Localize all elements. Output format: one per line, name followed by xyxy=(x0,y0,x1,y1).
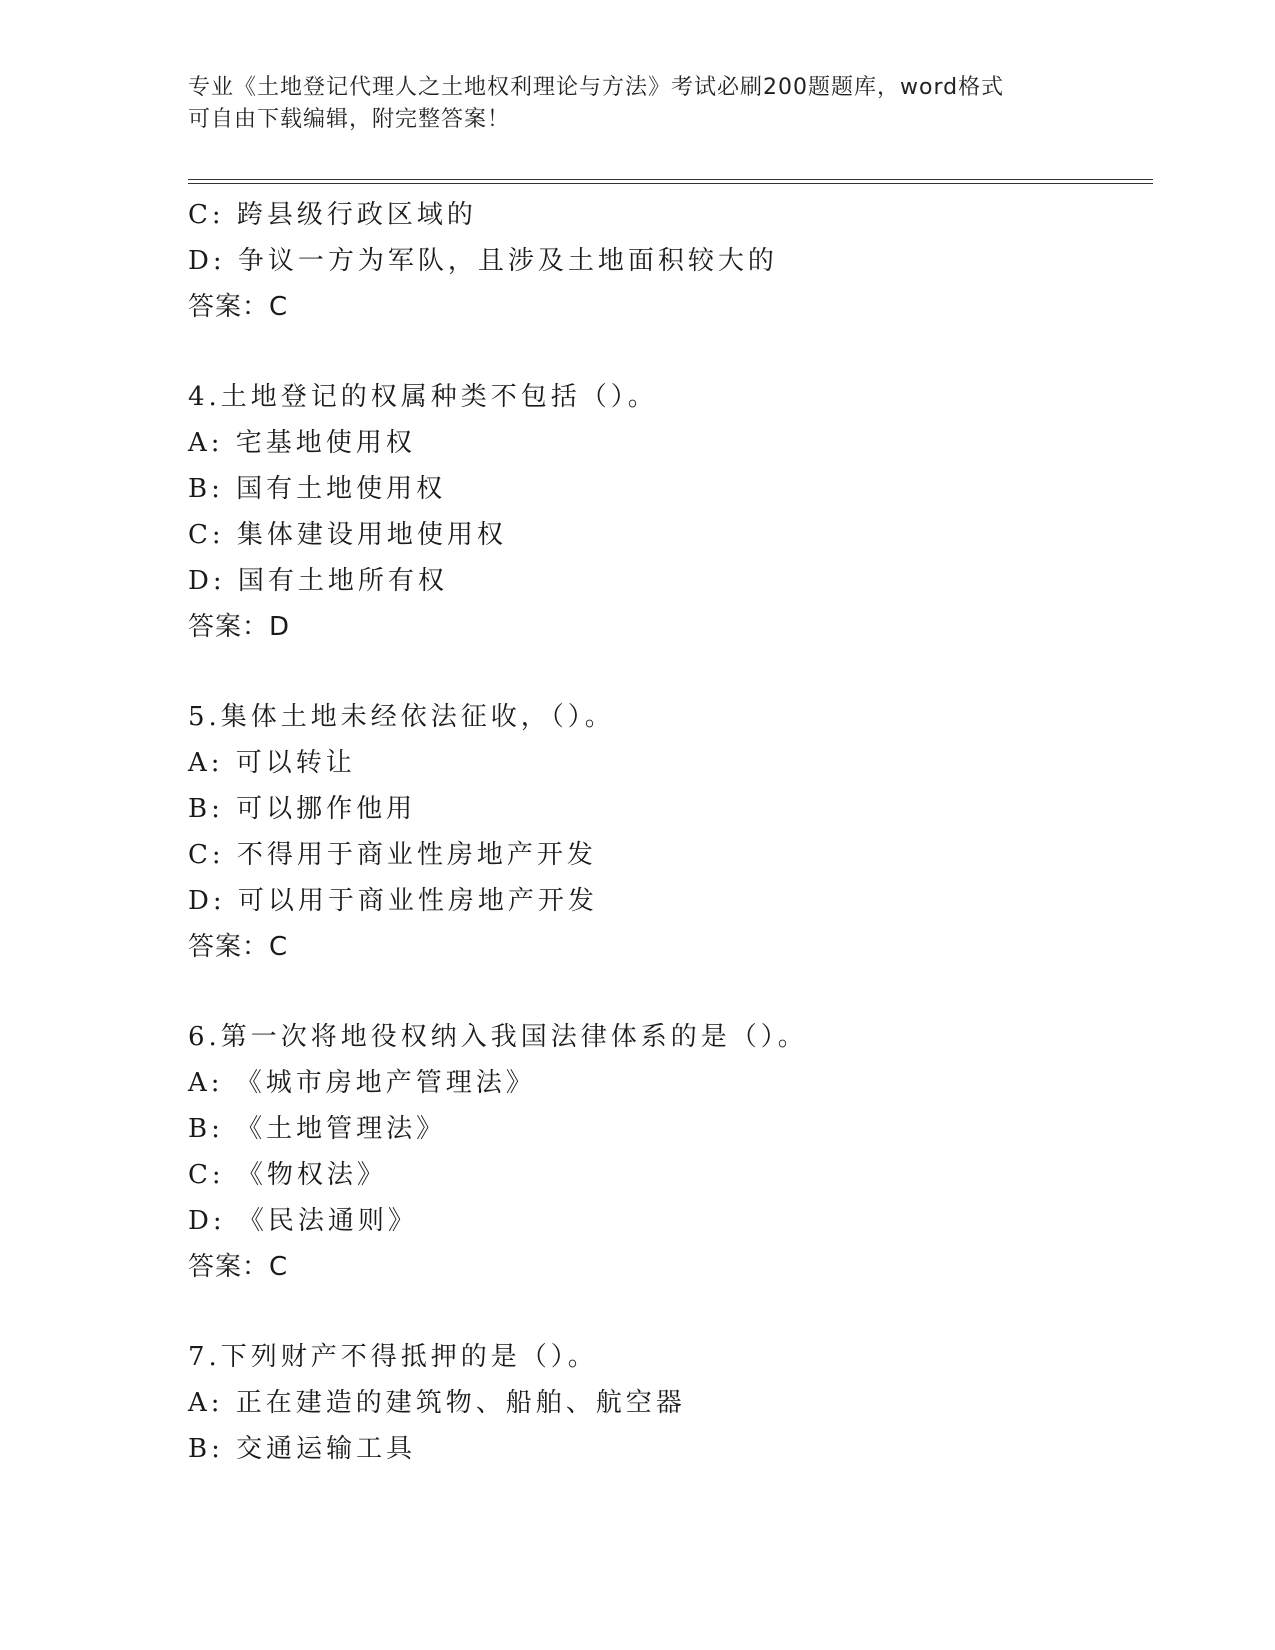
question-5 xyxy=(188,694,1153,970)
option-a: A: 可以转让 xyxy=(188,748,356,778)
answer: 答案：D xyxy=(188,612,291,642)
question-text: 7.下列财产不得抵押的是（）。 xyxy=(188,1342,598,1372)
option-d: D: 可以用于商业性房地产开发 xyxy=(188,886,598,916)
option-c: C: 跨县级行政区域的 xyxy=(188,200,477,230)
header-line-1: 专业《土地登记代理人之土地权利理论与方法》考试必刷200题题库，word格式 xyxy=(188,75,1005,100)
answer: 答案：C xyxy=(188,292,289,322)
question-6 xyxy=(188,1014,1153,1290)
header-divider-bottom xyxy=(188,183,1153,184)
question-list xyxy=(188,192,1153,1472)
document-header xyxy=(188,72,1088,136)
option-b: B: 可以挪作他用 xyxy=(188,794,417,824)
option-b: B: 国有土地使用权 xyxy=(188,474,447,504)
option-c: C: 集体建设用地使用权 xyxy=(188,520,507,550)
option-b: B: 《土地管理法》 xyxy=(188,1114,447,1144)
option-a: A: 《城市房地产管理法》 xyxy=(188,1068,536,1098)
question-3-tail xyxy=(188,192,1153,330)
header-divider-top xyxy=(188,179,1153,180)
question-7 xyxy=(188,1334,1153,1472)
option-c: C: 不得用于商业性房地产开发 xyxy=(188,840,597,870)
option-c: C: 《物权法》 xyxy=(188,1160,387,1190)
option-b: B: 交通运输工具 xyxy=(188,1434,417,1464)
answer: 答案：C xyxy=(188,1252,289,1282)
question-text: 5.集体土地未经依法征收，（）。 xyxy=(188,702,615,732)
option-d: D: 争议一方为军队，且涉及土地面积较大的 xyxy=(188,246,778,276)
question-text: 6.第一次将地役权纳入我国法律体系的是（）。 xyxy=(188,1022,808,1052)
question-4 xyxy=(188,374,1153,650)
header-line-2: 可自由下载编辑，附完整答案！ xyxy=(188,107,511,132)
option-a: A: 正在建造的建筑物、船舶、航空器 xyxy=(188,1388,686,1418)
answer: 答案：C xyxy=(188,932,289,962)
question-text: 4.土地登记的权属种类不包括（）。 xyxy=(188,382,658,412)
option-a: A: 宅基地使用权 xyxy=(188,428,416,458)
option-d: D: 国有土地所有权 xyxy=(188,566,448,596)
option-d: D: 《民法通则》 xyxy=(188,1206,418,1236)
